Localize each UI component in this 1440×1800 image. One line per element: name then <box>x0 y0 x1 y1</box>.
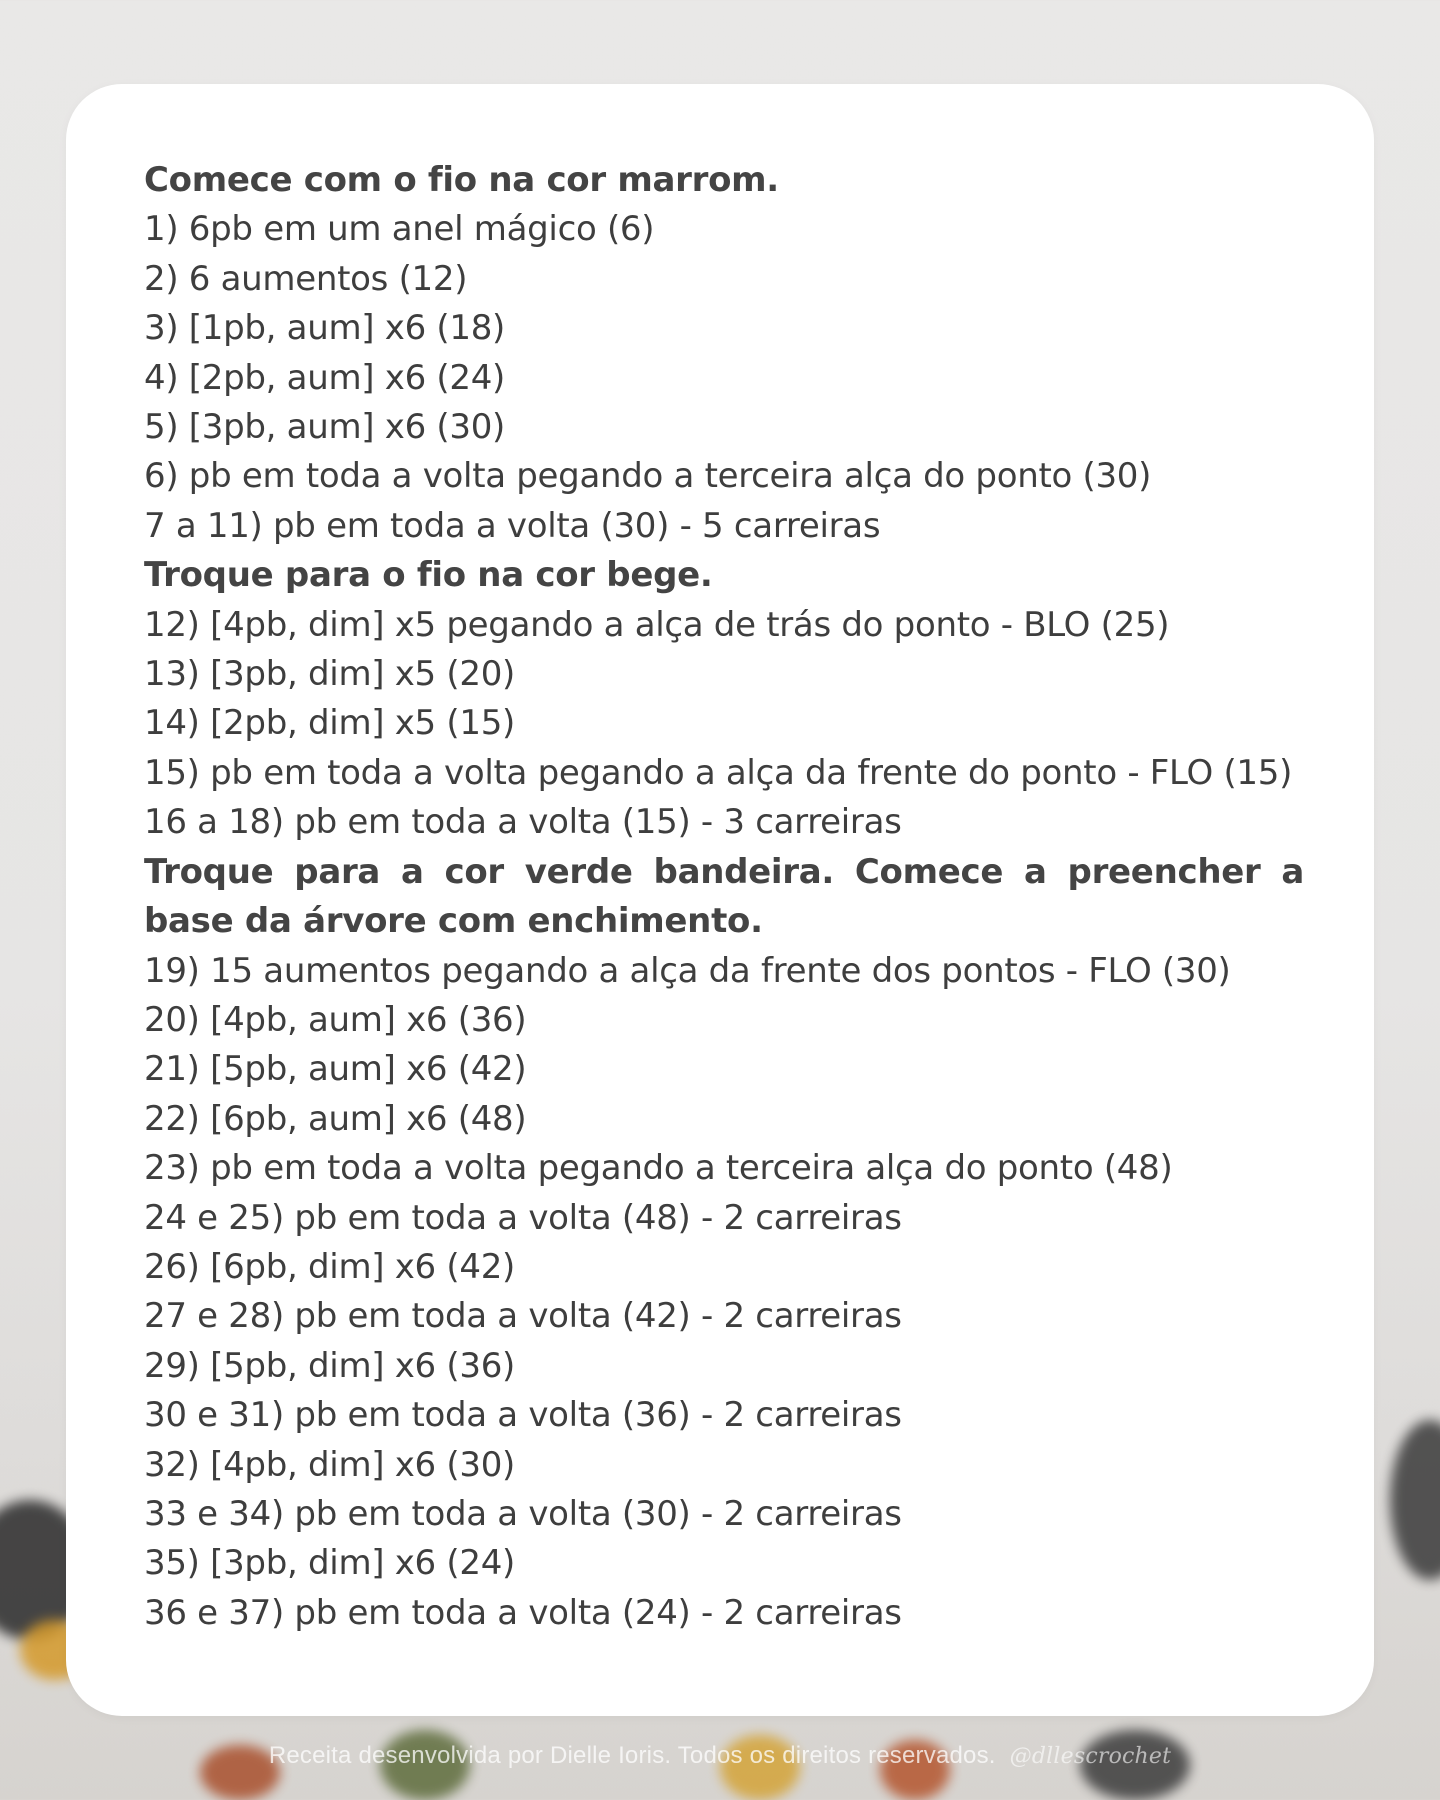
recipe-instructions <box>144 156 1304 1638</box>
instruction-row: 4) [2pb, aum] x6 (24) <box>144 357 506 398</box>
footer-credit <box>0 1742 1440 1770</box>
instruction-row: 20) [4pb, aum] x6 (36) <box>144 999 527 1040</box>
instruction-row: 36 e 37) pb em toda a volta (24) - 2 carreiras <box>144 1592 902 1633</box>
instruction-row: 32) [4pb, dim] x6 (30) <box>144 1444 515 1485</box>
instruction-row: 13) [3pb, dim] x5 (20) <box>144 654 515 695</box>
instruction-row: 3) [1pb, aum] x6 (18) <box>144 308 506 349</box>
instruction-row: 6) pb em toda a volta pegando a terceira alça do ponto (30) <box>144 456 1152 497</box>
instruction-row: 5) [3pb, aum] x6 (30) <box>144 407 506 448</box>
instruction-row: 12) [4pb, dim] x5 pegando a alça de trás do ponto - BLO (25) <box>144 604 1170 645</box>
section-heading: Troque para o fio na cor bege. <box>144 555 713 596</box>
background-blur-shape <box>1390 1420 1440 1580</box>
instruction-row: 21) [5pb, aum] x6 (42) <box>144 1049 527 1090</box>
instruction-row: 14) [2pb, dim] x5 (15) <box>144 703 515 744</box>
instruction-row: 33 e 34) pb em toda a volta (30) - 2 carreiras <box>144 1493 902 1534</box>
instruction-row: 29) [5pb, dim] x6 (36) <box>144 1345 515 1386</box>
instruction-row: 22) [6pb, aum] x6 (48) <box>144 1098 527 1139</box>
instruction-row: 27 e 28) pb em toda a volta (42) - 2 carreiras <box>144 1296 902 1337</box>
signature-logo: @dllescrochet <box>1009 1744 1172 1769</box>
section-heading: Comece com o fio na cor marrom. <box>144 160 779 200</box>
instruction-row: 26) [6pb, dim] x6 (42) <box>144 1246 515 1287</box>
instruction-row: 24 e 25) pb em toda a volta (48) - 2 carreiras <box>144 1197 902 1238</box>
instruction-row: 1) 6pb em um anel mágico (6) <box>144 209 655 250</box>
instruction-row: 15) pb em toda a volta pegando a alça da frente do ponto - FLO (15) <box>144 752 1293 793</box>
instruction-row: 19) 15 aumentos pegando a alça da frente dos pontos - FLO (30) <box>144 950 1231 991</box>
section-heading: Troque para a cor verde bandeira. Comece a preencher a base da árvore com enchimento. <box>144 851 1304 942</box>
footer-credit-text: Receita desenvolvida por Dielle Ioris. Todos os direitos reservados. <box>268 1742 996 1769</box>
instruction-row: 7 a 11) pb em toda a volta (30) - 5 carreiras <box>144 505 881 546</box>
instruction-row: 2) 6 aumentos (12) <box>144 258 468 299</box>
instruction-row: 30 e 31) pb em toda a volta (36) - 2 carreiras <box>144 1395 902 1436</box>
instruction-row: 16 a 18) pb em toda a volta (15) - 3 carreiras <box>144 802 902 843</box>
instruction-row: 35) [3pb, dim] x6 (24) <box>144 1543 515 1584</box>
instruction-row: 23) pb em toda a volta pegando a terceira alça do ponto (48) <box>144 1148 1173 1189</box>
